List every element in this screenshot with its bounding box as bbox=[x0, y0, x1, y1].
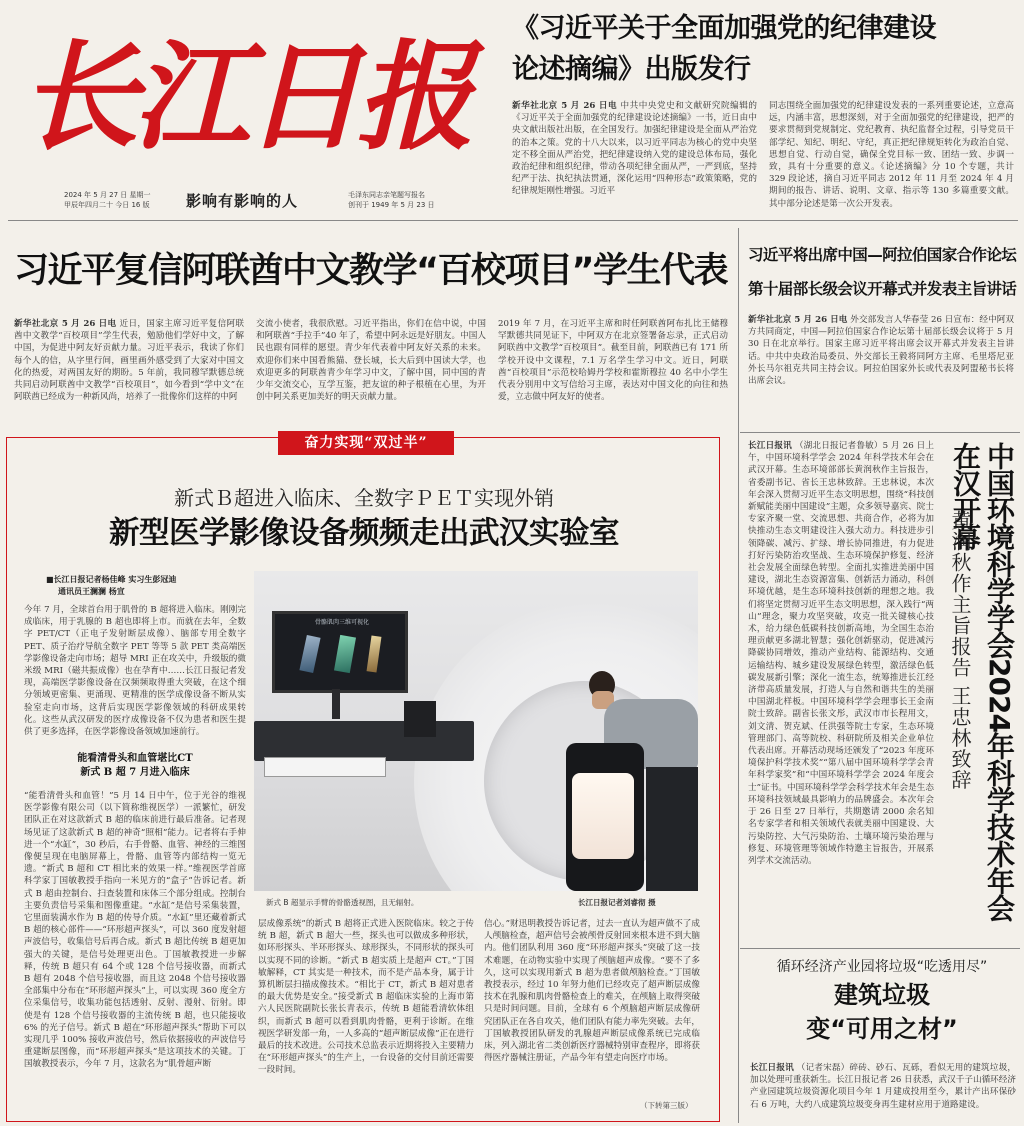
person-legs bbox=[646, 767, 698, 891]
bone-image-icon bbox=[334, 635, 356, 673]
top-story-headline-2[interactable]: 论述摘编》出版发行 bbox=[512, 54, 751, 85]
column-divider bbox=[738, 228, 739, 1123]
masthead-date bbox=[64, 190, 184, 210]
top-story-body bbox=[512, 100, 1017, 214]
lead-dateline: 新华社北京 5 月 26 日电 bbox=[14, 319, 117, 329]
feature-body-bottom-2: 信心。”财迅明教授告诉记者，过去一直认为超声做不了成人颅脑检查，超声信号会被颅骨反射回来根本进不到大脑内。他们团队利用 360 度“环形超声探头”突破了这一技术难题，在动物实验中实现了颅脑超声成像。“要不了多久，这可以实现用新式 B 超为患者做颅脑检查。”丁国敏教授表示，经过 10 年努力他们已经攻克了超声断层成像技术在乳腺和肌肉骨骼检查上的难关，在颅脑上取得突破只是时间问题。目前，全球有 6 个颅脑超声断层成像研究团队正在各自攻关，他们团队有能力率先突破。去年，丁国敏教授团队研发的乳腺超声断层成像系统已完成临床，列入湖北省二类创新医疗器械特别审查程序，即将获得医疗器械注册证，产品今年有望走向医疗市场。 bbox=[484, 919, 700, 1064]
top-story-dateline: 新华社北京 5 月 26 日电 bbox=[512, 101, 618, 111]
side-headline-2[interactable]: 第十届部长级会议开幕式并发表主旨讲话 bbox=[748, 280, 1017, 298]
feature-headline[interactable]: 新型医学影像设备频频走出武汉实验室 bbox=[109, 516, 619, 551]
masthead-logo: 长江日报 bbox=[20, 27, 469, 166]
water-tank bbox=[566, 743, 644, 891]
vertical-story-body bbox=[748, 440, 934, 936]
vertical-dateline: 长江日报讯 bbox=[748, 441, 792, 451]
lead-col-1 bbox=[14, 318, 244, 428]
side-body bbox=[748, 314, 1014, 414]
lead-story-body bbox=[14, 318, 734, 428]
side-body-text: 外交部发言人华春莹 26 日宣布：经中阿双方共同商定，中国—阿拉伯国家合作论坛第十届部长级会议将于 5 月 30 日在北京举行。国家主席习近平将出席会议开幕式并发表主旨讲话。中共中央政治局委员、外交部长王毅将同阿方主席、毛里塔尼亚外长马尔祖克共同主持会议。阿拉伯国家外长或代表及阿盟秘书长将出席会议。 bbox=[748, 315, 1014, 387]
byline-2: 通讯员王澜澜 杨宣 bbox=[58, 587, 125, 596]
recycle-headline-2[interactable]: 变“可用之材” bbox=[806, 1015, 958, 1043]
feature-byline bbox=[46, 574, 246, 598]
photo-caption: 新式 B 超显示手臂的骨骼透视图，且无辐射。 bbox=[266, 898, 419, 907]
masthead-publication bbox=[348, 190, 478, 210]
feature-subhead: 新式Ｂ超进入临床、全数字ＰＥＴ实现外销 bbox=[174, 486, 554, 510]
lead-col-3: 2019 年 7 月，在习近平主席和时任阿联酋阿布扎比王储穆罕默德共同见证下，中阿双方在北京签署备忘录，正式启动阿联酋中文教学“百校项目”。截至目前，阿联酋已有 171 所学校开设中文课程，7.1 万名学生学习中文。近日，阿联酋“百校项目”示范校哈姆丹学校和霍斯穆拉 40 名中小学生代表分别用中文写信给习主席，表达对中国文化的向往和热爱，立志做中阿友好的使者。 bbox=[498, 319, 728, 403]
masthead-slogan: 影响有影响的人 bbox=[186, 192, 299, 210]
byline-1: ■长江日报记者杨佳峰 实习生彭冠迪 bbox=[46, 575, 177, 584]
pub-line-2: 创刊于 1949 年 5 月 23 日 bbox=[348, 201, 435, 209]
date-line-1: 2024 年 5 月 27 日 星期一 bbox=[64, 191, 151, 199]
divider bbox=[740, 948, 1020, 949]
lead-col-2: 交流小使者，我很欣慰。习近平指出，你们在信中说，中国和阿联酋“手拉手”40 年了，希望中阿永远是好朋友。中国人民也跟有同样的愿望。青少年代表着中阿友好关系的未来。欢迎你们来中国看熊猫、登长城，长大后到中国读大学，也欢迎更多的阿联酋青少年学习中文，了解中国，同中国的青少年交流交心，互学互鉴，把友谊的种子根植在心里，为开创中阿关系更加美好的明天贡献力量。 bbox=[256, 319, 486, 403]
recycle-headline-1[interactable]: 建筑垃圾 bbox=[834, 981, 930, 1009]
top-story-col-1 bbox=[512, 100, 757, 214]
vertical-headline[interactable]: 中国环境科学学会2024年科学技术年会在汉开幕 bbox=[949, 442, 1016, 921]
divider bbox=[8, 220, 1018, 221]
pub-line-1: 毛泽东同志亲笔题写报名 bbox=[348, 191, 425, 199]
recycle-story bbox=[746, 956, 1018, 1046]
feature-intro: 今年 7 月，全球首台用于肌骨的 B 超将进入临床。刚刚完成临床，用于乳腺的 B 超也即将上市。而就在去年，全数字 PET/CT（正电子发射断层成像）、脑部专用全数字 PET、质子治疗导航全数字 PET 等等 5 款 PET 类高端医学影像设备走向市场；超导 MRI 正在攻关中，升级版的微米级 MRI（磁共振成像）也在孕育中……长江日报记者发现，高端医学影像设备在汉频频取得重大突破，在这个细分领域更密集、更涌现、更精准的医学成像设备不断从实验室走向市场，这背后实现医学影像领域的科研成果转化。这些从武汉研发的医疗成像设备不仅为患者和医生提供了更多选择，在医学影像设备领域加速前行。 bbox=[24, 605, 246, 738]
top-story-headline-1[interactable]: 《习近平关于全面加强党的纪律建设 bbox=[512, 13, 936, 44]
bone-image-icon bbox=[299, 635, 320, 673]
side-headline-1[interactable]: 习近平将出席中国—阿拉伯国家合作论坛 bbox=[748, 246, 1017, 264]
photo-credit: 长江日报记者刘睿彻 摄 bbox=[578, 898, 656, 907]
vertical-subheadline: 黄润秋作主旨报告 王忠林致辞 bbox=[948, 510, 972, 791]
feature-tag: 奋力实现“双过半” bbox=[278, 431, 454, 455]
bone-image-icon bbox=[367, 635, 382, 672]
feature-body-left: “能看清骨头和血管！”5 月 14 日中午，位于光谷的维视医学影像有限公司（以下简称维视医学）一派繁忙，研发团队正在对这款新式 B 超的临床前进行最后准备。记者现场见证了这款新式 B 超的神奇“照相”能力。记者将右手伸进一个“水缸”，30 秒后，右手骨骼、血管、神经的三维图像便呈现在电脑屏幕上，骨骼、血管等内部结构一览无遗。“新式 B 超和 CT 相比来的效果一样。”维视医学首席科学家丁国敏教授手指向一米见方的“盒子”告诉记者。新式 B 超由控制台、扫查装置和床体三个部分组成。控制台主要负责信号采集和图像重建。“水缸”是信号采集装置，它里面装满水作为 B 超的传导介质。“水缸”里还藏着新式 B 超的核心部件——“环形超声探头”，可以 360 度发射超声波信号，收集信号后再合成。新式 B 超比传统 B 超更加强大的关键，是信号处理更出色。丁国敏教授进一步解释，传统 B 超只有 64 个或 128 个信号接收器，而新式 B 超有 2048 个信号接收器，而且这 2048 个信号接收器全部集中分布在“环形超声探头”上，可以实现 360 度全方位采集信号，收集功能包括透射、反射、漫射、衍射。即使是有 128 个信号接收器的主流传统 B 超，也只能接收 6% 的光子信号。新式 B 超在“环形超声探头”帮助下可以实现几乎 100% 接收声波信号，然后依据接收的声波信号重建断层图像，而“环形超声探头”是这项技术的关键。丁国敏教授表示，今年 7 月，这款名为“肌骨超声断 bbox=[24, 791, 246, 1070]
monitor bbox=[272, 611, 408, 693]
vertical-body-text: （湖北日报记者鲁敏）5 月 26 日上午，中国环境科学学会 2024 年科学技术年会在武汉开幕。生态环境部部长黄润秋作主旨报告，省委副书记、省长王忠林致辞。王忠林说，本次年会深入贯彻习近平生态文明思想，围绕“科技创新赋能美丽中国建设”主题，众多领导嘉宾、院士专家齐聚一堂、交流思想、共商合作，必将为加快推动生态文明建设注入强大动力。科技进步引领降碳、减污、扩绿、增长协同推进，有力促进打好污染防治攻坚战、生态环境保护修复、经济社会发展全面绿色转型。全面扎实推进美丽中国建设，湖北生态资源富集、创新活力涌动，科创环境优越，是生态环境科技创新的理想之地。我们将坚定贯彻习近平生态文明思想，深入践行“两山”理念，聚力攻坚突破，攻克一批关键核心技术，给力绿色低碳科技创新高地，为全国生态治理贡献更多湖北智慧；强化创新驱动，促进减污降碳协同增效，推动产业结构、能源结构、交通运输结构、城乡建设发展绿色转型，激活绿色低碳发展新引擎；深化一流生态，统筹推进长江经济带高质量发展，打造人与自然和谐共生的美丽中国湖北样板。中国环境科学学会理事长王金南院士致辞。副省长张文彤，武汉市市长程用文，刘文清、贺克斌、任洪强等院士专家，生态环境管理部门、高等院校、科研院所及相关企业单位代表出席。开幕活动现场还颁发了“2023 年度环境保护科学技术奖”“第八届中国环境科学学会青年科学家奖”和“中国环境科学学会 2024 年度会士”证书。中国环境科学学会科学技术年会是生态环境科技领域最具影响力的品牌盛会。本次年会于 26 日至 27 日举行，共期邀请 2000 余名知名专家学者和相关领域代表就美丽中国建设、大污染防控、大气污染防治、土壤环境污染治理与修复、环境管理等领域作特邀主旨报告，开展系列学术交流活动。 bbox=[748, 441, 934, 866]
recycle-kicker: 循环经济产业园将垃圾“吃透用尽” bbox=[776, 959, 988, 975]
section-head-1: 能看清骨头和血管堪比CT bbox=[77, 753, 193, 764]
recycle-body-text: （记者宋磊）碎砖、砂石、瓦砾，看似无用的建筑垃圾，加以处理可重获新生。长江日报记者 26 日获悉，武汉千子山循环经济产业园建筑垃圾资源化项目今年 1 月建成投用至今，累计产出环保砂石 6 万吨，大约八成建筑垃圾变身再生建材应用于道路建设。 bbox=[750, 1063, 1016, 1110]
lead-headline[interactable]: 习近平复信阿联酋中文教学“百校项目”学生代表 bbox=[14, 251, 728, 291]
top-story-col-1-text: 中共中央党史和文献研究院编辑的《习近平关于全面加强党的纪律建设论述摘编》一书，近日由中央文献出版社出版，在全国发行。加强纪律建设是全面从严治党的治本之策。党的十八大以来，以习近平同志为核心的党中央坚定不移全面从严治党，把纪律建设纳入党的建设总体布局，强化政治纪律和组织纪律，带动各项纪律全面从严，一严到底，坚持纪严于法、执纪执法贯通，深化运用“四种形态”政策策略，党的纪律规矩刚性增强。习近平 bbox=[512, 101, 757, 197]
top-story bbox=[512, 8, 1017, 218]
feature-body-bottom-1: 层成像系统”的新式 B 超将正式进入医院临床。较之于传统 B 超，新式 B 超大一些，探头也可以做成多种形状，如环形探头、半环形探头、球形探头，不同形状的探头可以实现不同的诊断。“新式 B 超实质上是超声 CT。”丁国敏解释，CT 其实是一种技术，而不是产品本身，属于计算机断层扫描成像技术。“相比于 CT，新式 B 超对患者的最大优势是安全。”接受新式 B 超临床实验的上海市第六人民医院副院长张长青表示，传统 B 超能看清软体组织，而新式 B 超可以看到肌肉骨骼，更利于诊断。在维视医学研发部一角，一人多高的“超声断层成像”正在进行最后的技术改进。公司技术总监表示近期将投入主要精力在“环形超声探头”的生产上，一台设备的交付目前还需要一段时间。 bbox=[258, 919, 474, 1076]
feature-photo bbox=[254, 571, 698, 891]
divider bbox=[740, 432, 1020, 433]
monitor-title: 骨骼肌肉三维可视化 bbox=[315, 619, 370, 626]
side-story bbox=[748, 238, 1020, 414]
top-story-col-2: 同志围绕全面加强党的纪律建设发表的一系列重要论述，立意高远，内涵丰富，思想深刻，对于全面加强党的纪律建设，把严的要求贯彻到党规制定、党纪教育、执纪监督全过程，引导党员干部学纪、知纪、明纪、守纪，真正把纪律规矩转化为政治自觉、思想自觉、行动自觉，确保全党目标一致、团结一致、步调一致，具有十分重要的意义。《论述摘编》分 10 个专题，共计 329 段论述，摘自习近平同志 2012 年 11 月至 2024 年 4 月期间的报告、讲话、说明、文章、指示等 130 多篇重要文献。其中部分论述是第一次公开发表。 bbox=[769, 101, 1014, 209]
recycle-body bbox=[750, 1062, 1016, 1122]
feature-section-head bbox=[24, 752, 246, 780]
monitor-stand bbox=[332, 689, 340, 719]
date-line-2: 甲辰年四月二十 今日 16 版 bbox=[64, 201, 150, 209]
continued-note: （下转第三版） bbox=[640, 1101, 693, 1110]
section-head-2: 新式 B 超 7 月进入临床 bbox=[80, 767, 190, 778]
lead-col-1-text: 近日，国家主席习近平复信阿联酋中文教学“百校项目”学生代表，勉励他们学好中文，了解中国，为促进中阿友好贡献力量。习近平表示，我读了你们每个人的信，从字里行间，画里画外感受到了大家对中国文化的热爱，对两国友好的期盼。5 年前，我同穆罕默德总统共同启动阿联酋中文教学“百校项目”，如今看到“学中文”在阿联酋已经成为一种新风尚，培养了一批像你们这样的中阿 bbox=[14, 319, 244, 403]
recycle-dateline: 长江日报讯 bbox=[750, 1063, 794, 1073]
tank-window bbox=[572, 773, 634, 859]
side-dateline: 新华社北京 5 月 26 日电 bbox=[748, 315, 848, 325]
small-monitor bbox=[404, 701, 436, 737]
keyboard bbox=[264, 757, 386, 777]
console-arm bbox=[254, 721, 474, 761]
